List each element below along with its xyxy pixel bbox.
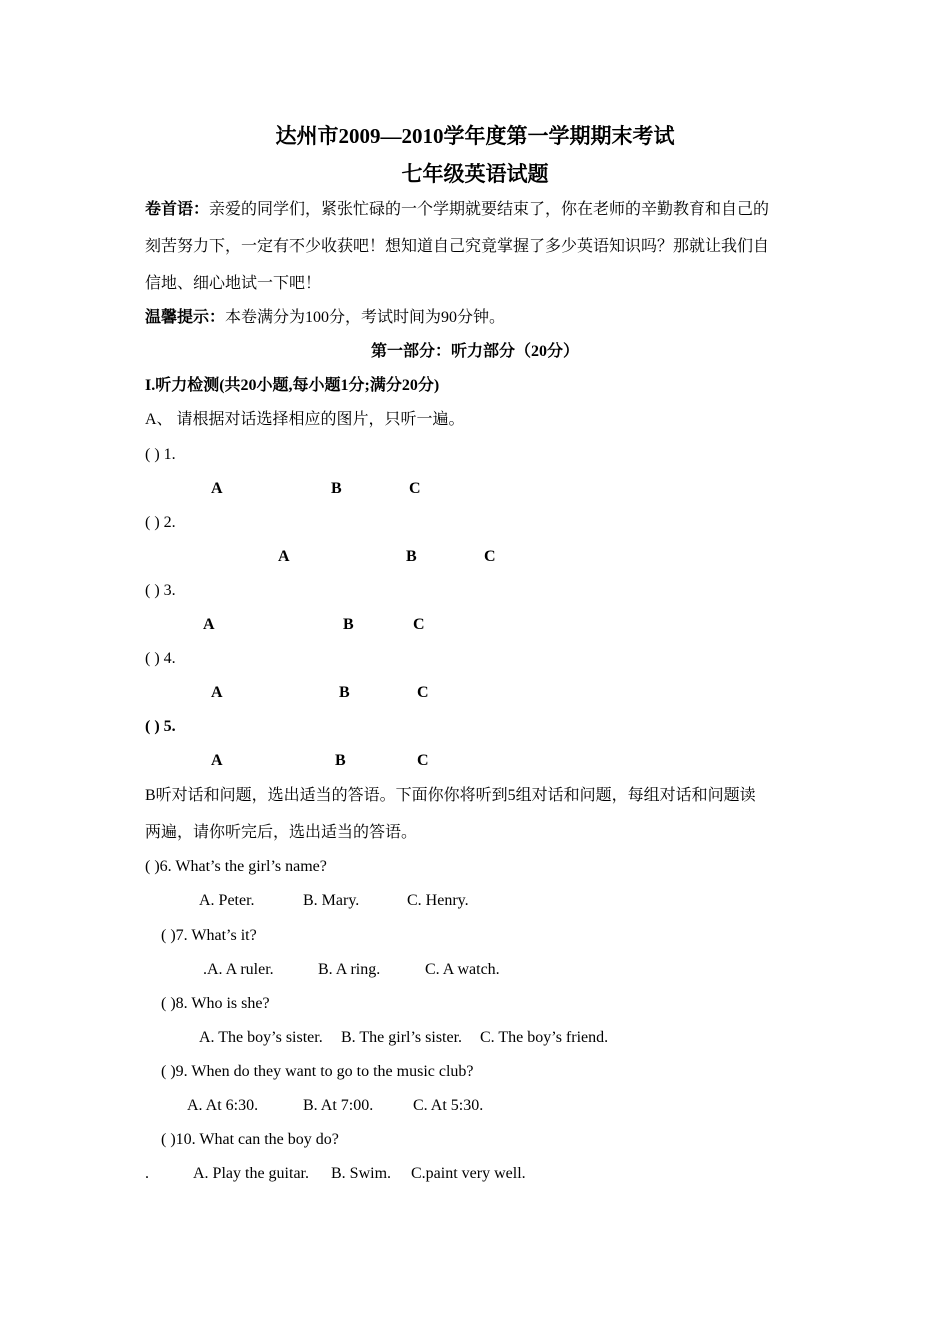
q9-option-a: A. At 6:30. — [187, 1097, 259, 1114]
q3-option-c: C — [413, 616, 425, 633]
preface-line-2: 刻苦努力下，一定有不少收获吧！想知道自己究竟掌握了多少英语知识吗？那就让我们自 — [145, 238, 770, 255]
preface-line-1 — [145, 200, 769, 220]
section-title: I.听力检测(共20小题,每小题1分;满分20分) — [145, 377, 440, 394]
q5-option-b: B — [335, 752, 346, 769]
sectionB-instruction-1: B听对话和问题，选出适当的答语。下面你你将听到5组对话和问题，每组对话和问题读 — [145, 787, 756, 804]
q10-option-c: C.paint very well. — [411, 1165, 526, 1182]
q1-option-a: A — [211, 480, 223, 497]
q4-option-b: B — [339, 684, 350, 701]
question-2: ( ) 2. — [145, 514, 176, 531]
q6-option-b: B. Mary. — [303, 892, 360, 909]
preface-text-1: 亲爱的同学们，紧张忙碌的一个学期就要结束了，你在老师的辛勤教育和自己的 — [209, 201, 770, 218]
q9-option-c: C. At 5:30. — [413, 1097, 484, 1114]
q6-option-c: C. Henry. — [407, 892, 469, 909]
question-5: ( ) 5. — [145, 718, 176, 735]
q7-option-b: B. A ring. — [318, 961, 381, 978]
preface-label: 卷首语： — [145, 201, 210, 218]
sectionB-instruction-2: 两遍，请你听完后，选出适当的答语。 — [145, 824, 418, 841]
question-9: ( )9. When do they want to go to the music club? — [161, 1063, 474, 1080]
question-10: ( )10. What can the boy do? — [161, 1131, 339, 1148]
q8-option-c: C. The boy’s friend. — [480, 1029, 609, 1046]
q1-option-c: C — [409, 480, 421, 497]
question-8: ( )8. Who is she? — [161, 995, 270, 1012]
q5-option-c: C — [417, 752, 429, 769]
part1-heading: 第一部分：听力部分（20分） — [370, 343, 579, 360]
q2-option-b: B — [406, 548, 417, 565]
sectionA-instruction: A、 请根据对话选择相应的图片，只听一遍。 — [145, 411, 465, 428]
q1-option-b: B — [331, 480, 342, 497]
tip-text: 本卷满分为100分，考试时间为90分钟。 — [225, 309, 506, 326]
question-4: ( ) 4. — [145, 650, 176, 667]
q10-option-a: A. Play the guitar. — [193, 1165, 309, 1182]
tip-label: 温馨提示： — [145, 309, 226, 326]
question-3: ( ) 3. — [145, 582, 176, 599]
q3-option-b: B — [343, 616, 354, 633]
q9-option-b: B. At 7:00. — [303, 1097, 374, 1114]
q6-option-a: A. Peter. — [199, 892, 255, 909]
q3-option-a: A — [203, 616, 215, 633]
q4-option-a: A — [211, 684, 223, 701]
tip-line — [145, 308, 505, 328]
q7-option-a: .A. A ruler. — [203, 961, 274, 978]
q7-option-c: C. A watch. — [425, 961, 500, 978]
question-7: ( )7. What’s it? — [161, 927, 257, 944]
q10-leading-dot: . — [145, 1165, 149, 1182]
question-6: ( )6. What’s the girl’s name? — [145, 858, 327, 875]
q5-option-a: A — [211, 752, 223, 769]
exam-title: 达州市2009—2010学年度第一学期期末考试 — [275, 124, 675, 148]
q2-option-c: C — [484, 548, 496, 565]
q10-option-b: B. Swim. — [331, 1165, 392, 1182]
preface-line-3: 信地、细心地试一下吧！ — [145, 275, 322, 292]
q4-option-c: C — [417, 684, 429, 701]
q8-option-b: B. The girl’s sister. — [341, 1029, 463, 1046]
question-1: ( ) 1. — [145, 446, 176, 463]
exam-subtitle: 七年级英语试题 — [401, 162, 549, 186]
q2-option-a: A — [278, 548, 290, 565]
q8-option-a: A. The boy’s sister. — [199, 1029, 323, 1046]
